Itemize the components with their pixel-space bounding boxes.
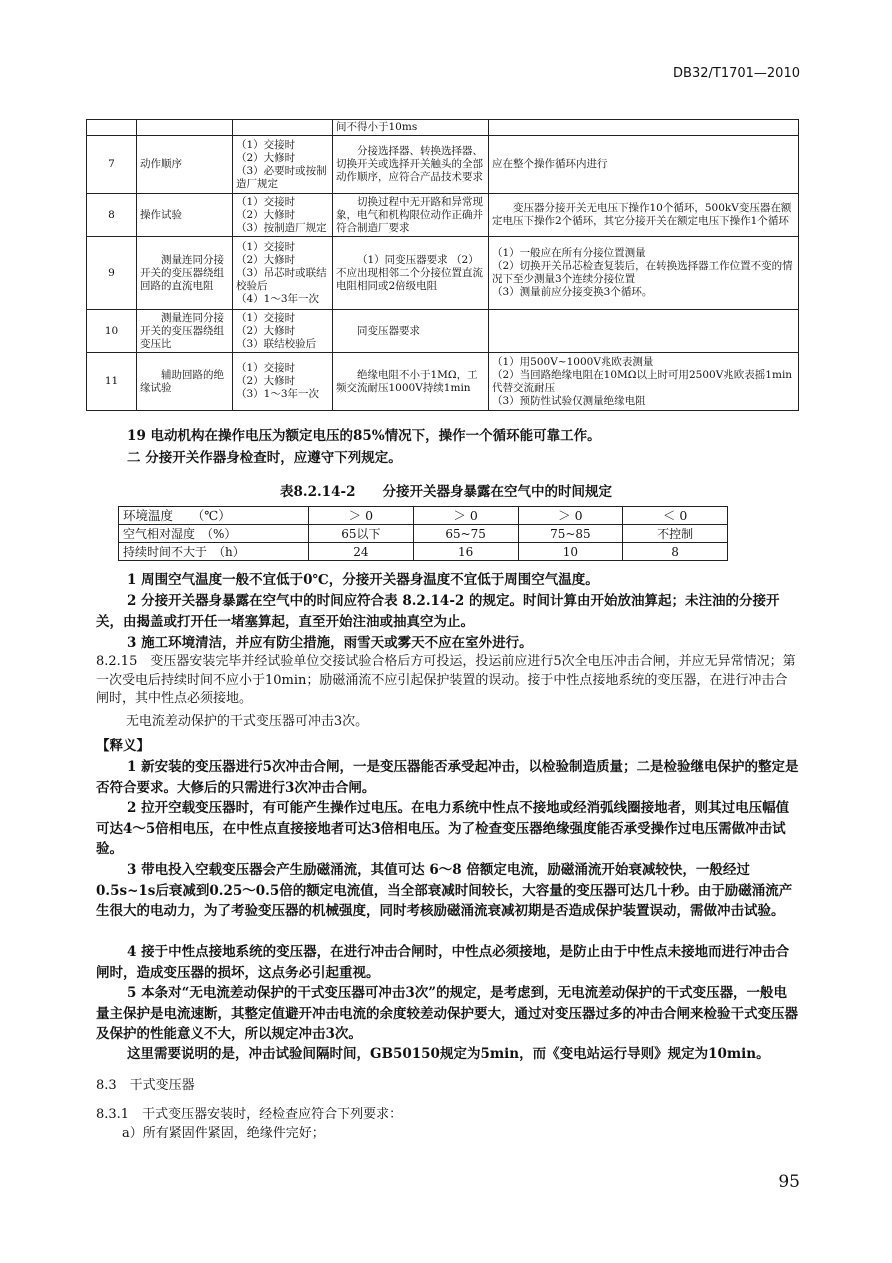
cell: 65以下	[309, 525, 414, 543]
rule-1: 1 周围空气温度一般不宜低于0℃，分接开关器身温度不宜低于周围空气温度。	[127, 572, 599, 588]
cell-period: （1）交接时 （2）大修时 （3）按制造厂规定	[233, 194, 333, 237]
cell-note	[489, 310, 799, 353]
page-number: 95	[778, 1172, 800, 1192]
cell-item: 动作顺序	[137, 136, 233, 194]
rule-3: 3 施工环境清洁，并应有防尘措施，雨雪天或雾天不应在室外进行。	[127, 635, 533, 651]
explanation-3: 3 带电投入空载变压器会产生励磁涌流，其值可达 6～8 倍额定电流，励磁涌流开始衰减较快，一般经过0.5s~1s后衰减到0.25～0.5倍的额定电流值，当全部衰减时间较长，大容量的变压器可达几十秒。由于励磁涌流产生很大的电动力，为了考验变压器的机械强度，同时考核励磁涌流衰减初期是否造成保护装置误动，需做冲击试验。	[96, 862, 793, 919]
section-8-3-1: 8.3.1 干式变压器安装时，经检查应符合下列要求：	[96, 1107, 403, 1122]
cell: ＞ 0	[413, 507, 518, 525]
cell-note: （1）一般应在所有分接位置测量 （2）切换开关吊芯检查复装后，在转换选择器工作位置不变的情况下至少测量3个连续分接位置 （3）测量前应分接变换3个循环。	[489, 237, 799, 310]
cell: 持续时间不大于 （h）	[119, 543, 309, 561]
test-items-table	[86, 119, 799, 411]
section-8-2-15-note: 无电流差动保护的干式变压器可冲击3次。	[125, 714, 369, 729]
cell-standard: 同变压器要求	[333, 310, 489, 353]
cell-num: 9	[87, 237, 137, 310]
cell: 16	[413, 543, 518, 561]
cell: 不控制	[623, 525, 728, 543]
clause-19: 19 电动机构在操作电压为额定电压的85%情况下，操作一个循环能可靠工作。	[127, 428, 601, 444]
cell-num: 11	[87, 353, 137, 411]
explanation-4: 4 接于中性点接地系统的变压器，在进行冲击合闸时，中性点必须接地，是防止由于中性点未接地而进行冲击合闸时，造成变压器的损坏，这点务必引起重视。	[96, 944, 790, 981]
cell-standard: 间不得小于10ms	[333, 120, 489, 136]
cell-note	[489, 120, 799, 136]
cell: 10	[518, 543, 623, 561]
cell: ＞ 0	[518, 507, 623, 525]
table-row	[87, 310, 799, 353]
table-row	[87, 353, 799, 411]
cell-period: （1）交接时 （2）大修时 （3）吊芯时或联结校验后 （4）1～3年一次	[233, 237, 333, 310]
cell-period: （1）交接时 （2）大修时 （3）必要时或按制造厂规定	[233, 136, 333, 194]
cell: 24	[309, 543, 414, 561]
cell-note: 变压器分接开关无电压下操作10个循环，500kV变压器在额定电压下操作2个循环，其它分接开关在额定电压下操作1个循环	[489, 194, 799, 237]
table-row	[87, 194, 799, 237]
table-row	[87, 120, 799, 136]
cell: 8	[623, 543, 728, 561]
cell-standard: （1）同变压器要求 （2）不应出现相邻二个分接位置直流电阻相同或2倍级电阻	[333, 237, 489, 310]
cell: ＜ 0	[623, 507, 728, 525]
cell-num: 10	[87, 310, 137, 353]
explanation-6: 这里需要说明的是，冲击试验间隔时间，GB50150规定为5min，而《变电站运行导则》规定为10min。	[127, 1046, 770, 1062]
cell-period: （1）交接时 （2）大修时 （3）联结校验后	[233, 310, 333, 353]
section-8-3-1-a: a）所有紧固件紧固，绝缘件完好；	[122, 1126, 325, 1141]
cell-item: 测量连同分接开关的变压器绕组回路的直流电阻	[137, 237, 233, 310]
section-8-3-heading: 8.3 干式变压器	[96, 1078, 195, 1093]
cell: ＞ 0	[309, 507, 414, 525]
table-row	[119, 525, 728, 543]
exposure-time-table	[118, 506, 728, 561]
cell-period: （1）交接时 （2）大修时 （3）1～3年一次	[233, 353, 333, 411]
cell-period	[233, 120, 333, 136]
cell: 65~75	[413, 525, 518, 543]
cell-num	[87, 120, 137, 136]
explanation-2: 2 拉开空载变压器时，有可能产生操作过电压。在电力系统中性点不接地或经消弧线圈接地者，则其过电压幅值可达4～5倍相电压，在中性点直接接地者可达3倍相电压。为了检查变压器绝缘强度能否承受操作过电压需做冲击试验。	[96, 800, 790, 857]
explanation-1: 1 新安装的变压器进行5次冲击合闸，一是变压器能否承受起冲击，以检验制造质量；二是检验继电保护的整定是否符合要求。大修后的只需进行3次冲击合闸。	[96, 759, 799, 796]
table-row	[87, 136, 799, 194]
table-row	[87, 237, 799, 310]
cell-note: 应在整个操作循环内进行	[489, 136, 799, 194]
cell: 环境温度 （℃）	[119, 507, 309, 525]
explanation-5: 5 本条对“无电流差动保护的干式变压器可冲击3次”的规定，是考虑到，无电流差动保护的干式变压器，一般电量主保护是电流速断，其整定值避开冲击电流的余度较差动保护要大，通过对变压器过多的冲击合闸来检验干式变压器及保护的性能意义不大，所以规定冲击3次。	[96, 985, 798, 1042]
interpretation-heading: 【释义】	[96, 738, 150, 754]
cell-num: 7	[87, 136, 137, 194]
document-id: DB32/T1701—2010	[673, 66, 800, 81]
cell-item	[137, 120, 233, 136]
cell-note: （1）用500V~1000V兆欧表测量 （2）当回路绝缘电阻在10MΩ以上时可用2500V兆欧表摇1min代替交流耐压 （3）预防性试验仅测量绝缘电阻	[489, 353, 799, 411]
cell-standard: 切换过程中无开路和异常现象，电气和机构限位动作正确并符合制造厂要求	[333, 194, 489, 237]
cell-standard: 绝缘电阻不小于1MΩ，工频交流耐压1000V持续1min	[333, 353, 489, 411]
cell-item: 辅助回路的绝缘试验	[137, 353, 233, 411]
clause-two: 二 分接开关作器身检查时，应遵守下列规定。	[127, 450, 402, 466]
table-row	[119, 507, 728, 525]
cell-num: 8	[87, 194, 137, 237]
table-row	[119, 543, 728, 561]
cell-standard: 分接选择器、转换选择器、切换开关或选择开关触头的全部动作顺序，应符合产品技术要求	[333, 136, 489, 194]
cell-item: 测量连同分接开关的变压器绕组变压比	[137, 310, 233, 353]
rule-2: 2 分接开关器身暴露在空气中的时间应符合表 8.2.14-2 的规定。时间计算由开始放油算起；未注油的分接开关，由揭盖或打开任一堵塞算起，直至开始注油或抽真空为止。	[96, 593, 780, 630]
cell: 空气相对湿度 （%）	[119, 525, 309, 543]
cell: 75~85	[518, 525, 623, 543]
cell-item: 操作试验	[137, 194, 233, 237]
section-8-2-15: 8.2.15 变压器安装完毕并经试验单位交接试验合格后方可投运，投运前应进行5次全电压冲击合闸，并应无异常情况；第一次受电后持续时间不应小于10min；励磁涌流不应引起保护装置的误动。接于中性点接地系统的变压器，在进行冲击合闸时，其中性点必须接地。	[96, 654, 796, 706]
table2-caption: 表8.2.14-2 分接开关器身暴露在空气中的时间规定	[280, 484, 612, 500]
